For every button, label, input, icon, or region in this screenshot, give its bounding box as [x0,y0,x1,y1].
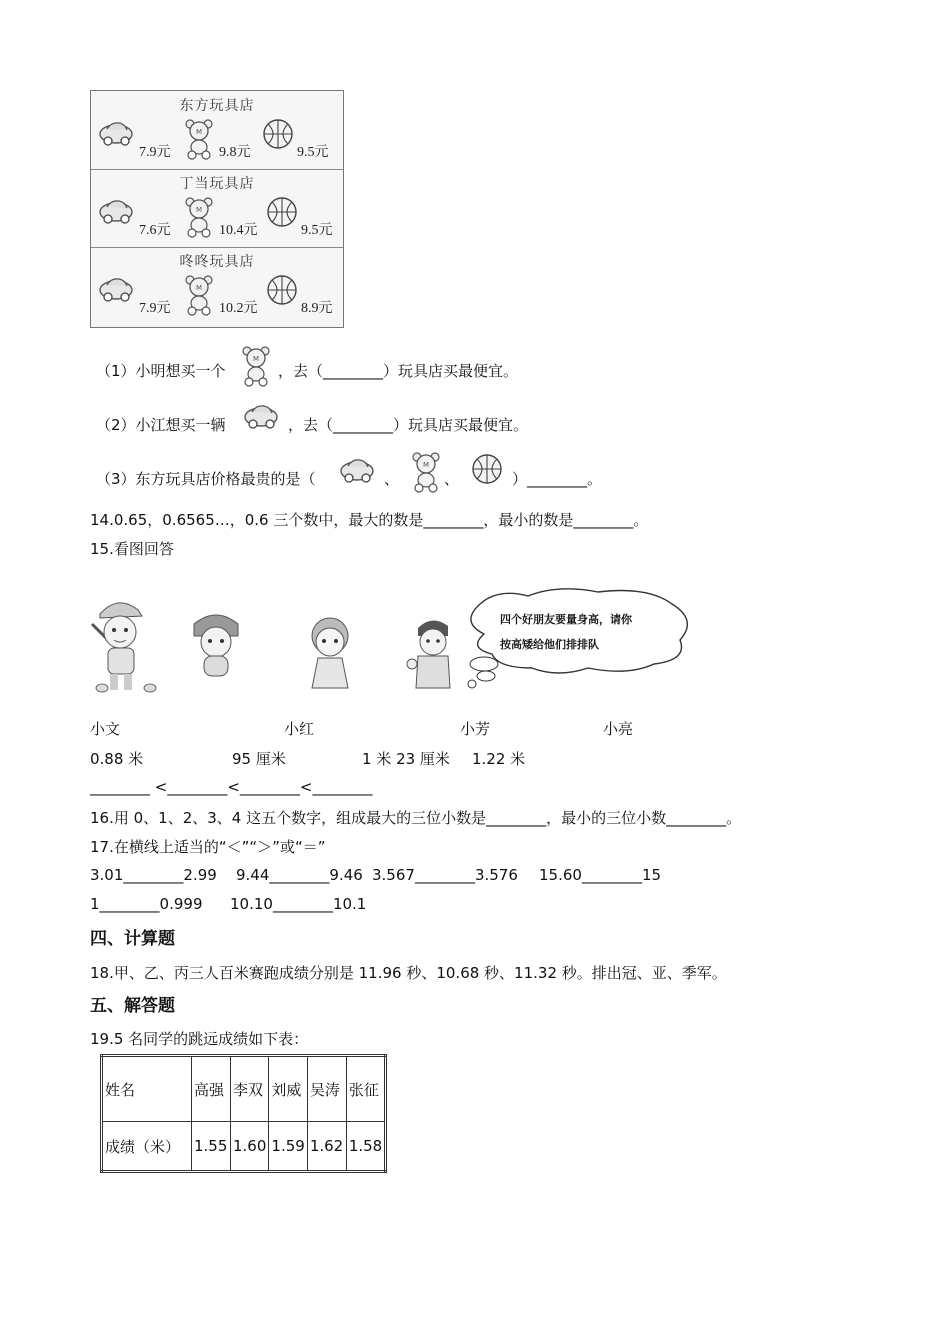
kid-height: 0.88 米 [90,750,144,768]
compare-item: 10.10________10.1 [230,895,367,913]
separator: 、 [384,470,400,488]
store-dingdang [91,169,343,248]
store-name: 东方玩具店 [179,98,255,114]
kid-xiaofang-figure [312,618,348,688]
kids-illustration [88,584,698,696]
bubble-text-line1: 四个好朋友要量身高，请你 [500,613,632,626]
kid-name: 小芳 [460,720,491,738]
compare-item: 9.44________9.46 [236,866,363,884]
kid-height: 95 厘米 [232,750,286,768]
table-cell: 1.55 [192,1122,231,1172]
section-heading-solution: 五、解答题 [90,996,175,1016]
height-order-blanks: ________ <________<________<________ [90,778,373,796]
car-price: 7.6元 [139,223,171,238]
compare-item: 15.60________15 [539,866,662,884]
teddy-bear-icon [183,197,215,238]
bubble-text-line2: 按高矮给他们排排队 [500,638,599,651]
teddy-bear-icon [240,346,272,391]
table-cell: 1.62 [307,1122,346,1172]
kid-xiaohong-figure [194,615,238,676]
car-price: 7.9元 [139,145,171,160]
store-dongdong [91,247,343,325]
bear-price: 10.4元 [219,223,258,238]
section-heading-calculation: 四、计算题 [90,929,175,949]
question-17-title: 17.在横线上适当的“＜”“＞”或“＝” [90,838,326,856]
question-19-title: 19.5 名同学的跳远成绩如下表： [90,1030,309,1048]
bear-price: 9.8元 [219,145,251,160]
q13-part3-tail: ）________。 [512,470,603,488]
q13-part2-lead: （2）小江想买一辆 [96,416,226,434]
kid-name: 小红 [284,720,315,738]
table-header-cell: 姓名 [102,1056,192,1122]
table-row [102,1056,386,1122]
kid-xiaowen-figure [92,603,156,692]
q13-part1-tail: ，去（________）玩具店买最便宜。 [278,362,519,380]
q13-part1-lead: （1）小明想买一个 [96,362,226,380]
ball-price: 9.5元 [297,145,329,160]
teddy-bear-icon [410,452,442,497]
table-header-cell: 高强 [192,1056,231,1122]
toy-car-icon [99,275,135,303]
table-header-cell: 李双 [231,1056,269,1122]
table-cell: 1.58 [346,1122,385,1172]
store-dongfang [91,91,343,170]
table-header-cell: 吴涛 [307,1056,346,1122]
teddy-bear-icon [183,119,215,160]
toy-car-icon [244,402,280,434]
teddy-bear-icon [183,275,215,316]
ball-price: 8.9元 [301,301,333,316]
q13-part2-tail: ，去（________）玩具店买最便宜。 [288,416,529,434]
table-cell: 1.59 [269,1122,307,1172]
table-row-label: 成绩（米） [102,1122,192,1172]
basketball-icon [472,454,502,488]
car-price: 7.9元 [139,301,171,316]
table-header-cell: 张征 [346,1056,385,1122]
kid-height: 1.22 米 [472,750,526,768]
compare-item: 3.01________2.99 [90,866,217,884]
store-name: 咚咚玩具店 [179,254,255,270]
kid-name: 小文 [90,720,121,738]
kid-xiaoliang-figure [407,620,450,688]
table-header-cell: 刘威 [269,1056,307,1122]
toy-car-icon [340,456,376,488]
table-cell: 1.60 [231,1122,269,1172]
question-16: 16.用 0、1、2、3、4 这五个数字，组成最大的三位小数是________，最小的三位小数________。 [90,809,742,827]
separator: 、 [444,470,460,488]
basketball-icon [267,275,297,305]
q13-part3-lead: （3）东方玩具店价格最贵的是（ [96,470,316,488]
table-row [102,1122,386,1172]
toy-car-icon [99,119,135,147]
compare-item: 3.567________3.576 [372,866,518,884]
question-15-title: 15.看图回答 [90,540,174,558]
basketball-icon [267,197,297,227]
long-jump-table [100,1054,387,1173]
toy-store-price-panel [90,90,344,328]
question-18: 18.甲、乙、丙三人百米赛跑成绩分别是 11.96 秒、10.68 秒、11.32 秒。排出冠、亚、季军。 [90,964,727,982]
kid-height: 1 米 23 厘米 [362,750,450,768]
compare-item: 1________0.999 [90,895,203,913]
basketball-icon [263,119,293,149]
bear-price: 10.2元 [219,301,258,316]
store-name: 丁当玩具店 [179,176,255,192]
ball-price: 9.5元 [301,223,333,238]
toy-car-icon [99,197,135,225]
question-14: 14.0.65，0.6565…，0.6 三个数中，最大的数是________，最小的数是________。 [90,511,649,529]
kid-name: 小亮 [603,720,634,738]
